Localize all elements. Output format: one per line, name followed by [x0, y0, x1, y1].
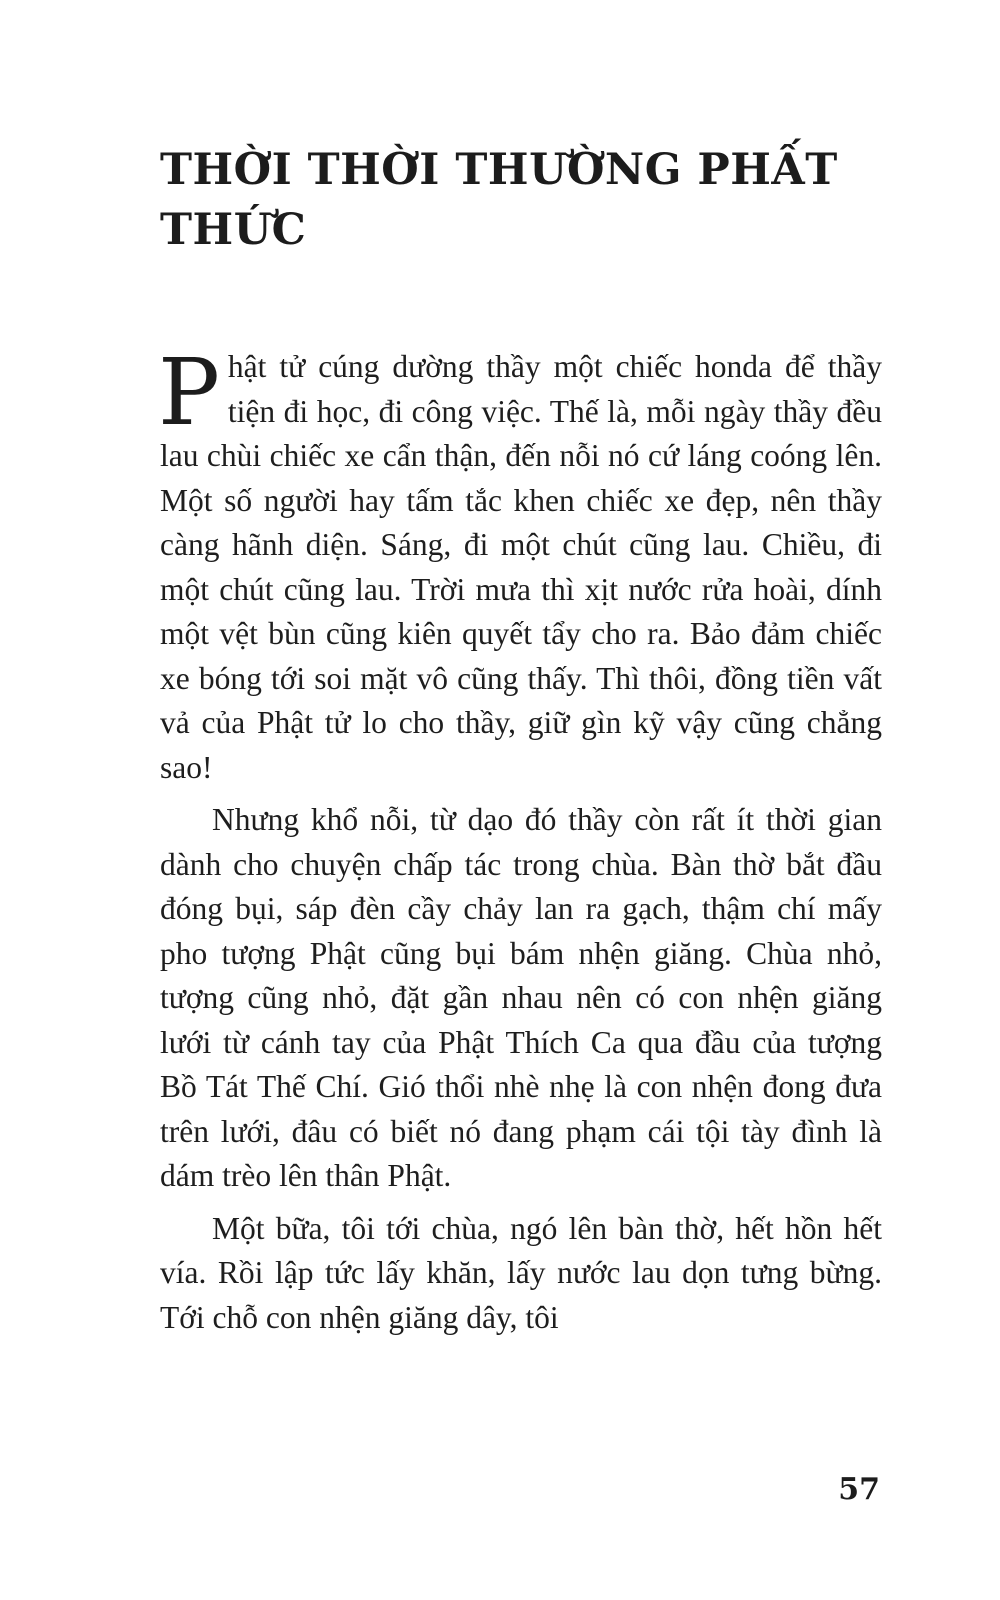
paragraph-1 — [158, 339, 882, 790]
drop-cap: P — [158, 339, 220, 446]
paragraph-2: Nhưng khổ nỗi, từ dạo đó thầy còn rất ít thời gian dành cho chuyện chấp tác trong chùa. Bàn thờ bắt đầu đóng bụi, sáp đèn cầy chảy lan ra gạch, thậm chí mấy pho tượng Phật cũng bụi bám nhện giăng. Chùa nhỏ, tượng cũng nhỏ, đặt gần nhau nên có con nhện giăng lưới từ cánh tay của Phật Thích Ca qua đầu của tượng Bồ Tát Thế Chí. Gió thổi nhè nhẹ là con nhện đong đưa trên lưới, đâu có biết nó đang phạm cái tội tày đình là dám trèo lên thân Phật. — [160, 802, 882, 1193]
paragraph-3: Một bữa, tôi tới chùa, ngó lên bàn thờ, hết hồn hết vía. Rồi lập tức lấy khăn, lấy nước lau dọn tưng bừng. Tới chỗ con nhện giăng dây, tôi — [160, 1210, 882, 1335]
page-number: 57 — [838, 1472, 880, 1507]
body-text — [158, 339, 882, 1340]
chapter-title: THỜI THỜI THƯỜNG PHẤT THỨC — [160, 145, 838, 255]
paragraph-1-text: hật tử cúng dường thầy một chiếc honda để thầy tiện đi học, đi công việc. Thế là, mỗi ngày thầy đều lau chùi chiếc xe cẩn thận, đến nỗi nó cứ láng coóng lên. Một số người hay tấm tắc khen chiếc xe đẹp, nên thầy càng hãnh diện. Sáng, đi một chút cũng lau. Chiều, đi một chút cũng lau. Trời mưa thì xịt nước rửa hoài, dính một vệt bùn cũng kiên quyết tẩy cho ra. Bảo đảm chiếc xe bóng tới soi mặt vô cũng thấy. Thì thôi, đồng tiền vất vả của Phật tử lo cho thầy, giữ gìn kỹ vậy cũng chẳng sao! — [160, 349, 882, 785]
